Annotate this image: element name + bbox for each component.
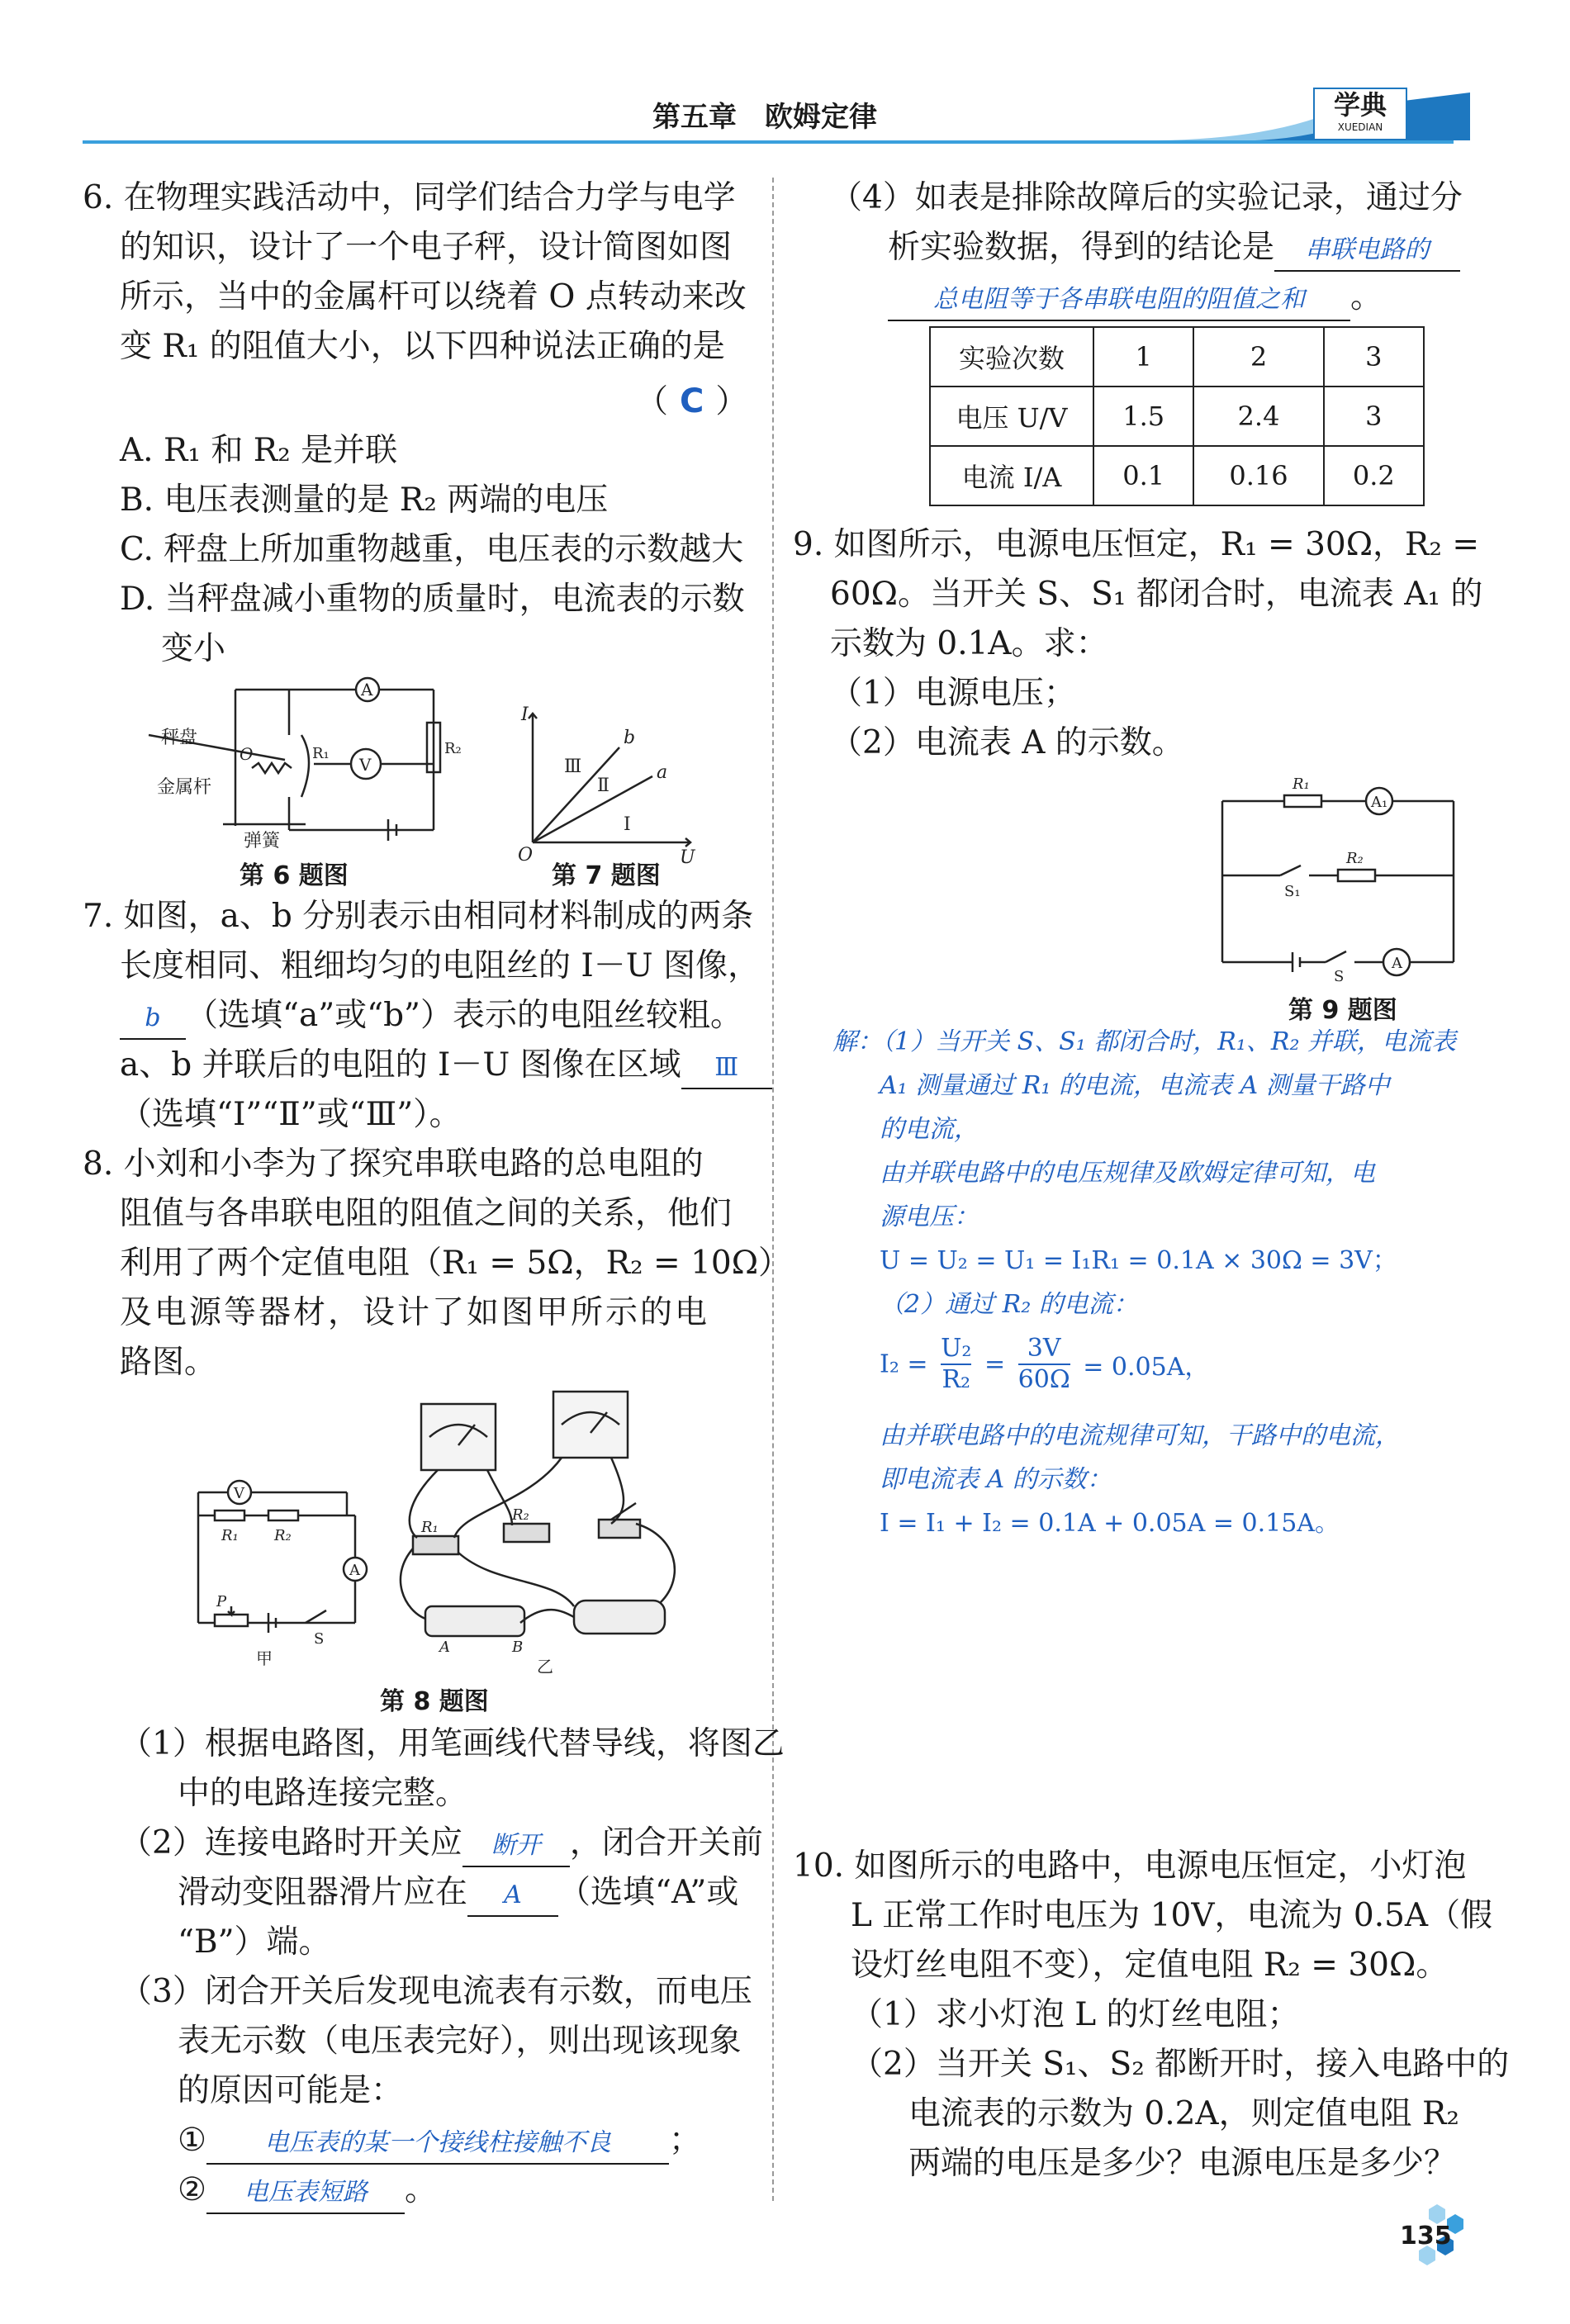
q8-part4-line2: 析实验数据，得到的结论是 串联电路的 (888, 223, 1460, 273)
fig7-region-3: Ⅲ (564, 756, 582, 777)
q7-line: （选填“Ⅰ”“Ⅱ”或“Ⅲ”）。 (120, 1096, 462, 1133)
q8-line: 阻值与各串联电阻的阻值之间的关系，他们 (120, 1195, 733, 1232)
fig7-label-a: a (657, 762, 668, 783)
q6-option: D. 当秤盘减小重物的质量时，电流表的示数 (120, 581, 745, 618)
fig7-label-b: b (624, 728, 636, 748)
table-cell: 2.4 (1193, 387, 1323, 446)
q8-part2-line2: 滑动变阻器滑片应在 A （选填“A”或 (178, 1868, 738, 1918)
fig9-label-s1: S₁ (1284, 883, 1301, 900)
fig6-label-r2: R₂ (444, 740, 462, 757)
fig6-label-r1: R₁ (312, 745, 330, 762)
frac-den: R₂ (942, 1365, 971, 1394)
q9-solution-line: 即电流表 A 的示数： (880, 1465, 1112, 1494)
table-cell: 电压 U/V (930, 387, 1093, 446)
q6-line: 所示，当中的金属杆可以绕着 O 点转动来改 (120, 278, 747, 315)
fig6-label-pan: 秤盘 (161, 728, 198, 748)
q8-part2-line3: “B”）端。 (178, 1923, 331, 1961)
q8-part4: （4）如表是排除故障后的实验记录，通过分 (830, 179, 1463, 216)
fig8-label-a: A (349, 1562, 360, 1579)
fig8-yi-a: A (439, 1639, 450, 1656)
q9-solution-line: 解：（1）当开关 S、S₁ 都闭合时，R₁、R₂ 并联，电流表 (832, 1027, 1457, 1056)
q8-part1: 中的电路连接完整。 (178, 1775, 468, 1812)
fig7-iu-graph (516, 702, 698, 868)
q10-line: 设灯丝电阻不变），定值电阻 R₂ = 30Ω。 (851, 1947, 1449, 1984)
q8-conclusion-2: 总电阻等于各串联电阻的阻值之和 (888, 280, 1350, 321)
fig8-label-p: P (216, 1593, 227, 1610)
table-header: 实验次数 (930, 327, 1093, 387)
table-cell: 电流 I/A (930, 446, 1093, 505)
page-number: 135 (1400, 2222, 1452, 2250)
q9-line: （2）电流表 A 的示数。 (830, 724, 1184, 761)
q8-answer-slider: A (467, 1876, 558, 1917)
table-cell: 0.2 (1324, 446, 1424, 505)
chapter-title: 第五章 欧姆定律 (652, 101, 877, 134)
table-header: 2 (1193, 327, 1323, 387)
q8-line: 利用了两个定值电阻（R₁ = 5Ω，R₂ = 10Ω） (120, 1245, 791, 1282)
q10-line: L 正常工作时电压为 10V，电流为 0.5A（假 (851, 1897, 1493, 1934)
q10-line: 10. 如图所示的电路中，电源电压恒定，小灯泡 (793, 1847, 1467, 1885)
table-header: 1 (1093, 327, 1193, 387)
fig8-label-s: S (314, 1630, 325, 1648)
q8-data-table (929, 326, 1425, 506)
q8-reason-1: ① 电压表的某一个接线柱接触不良 ； (178, 2116, 701, 2165)
table-cell: 0.16 (1193, 446, 1323, 505)
table-cell: 1.5 (1093, 387, 1193, 446)
q8-part1: （1）根据电路图，用笔画线代替导线，将图乙 (120, 1725, 785, 1762)
fig6-label-rod: 金属杆 (157, 777, 212, 798)
q6-answer: C (680, 382, 704, 420)
fig7-label-o: O (518, 845, 534, 866)
fig6-label-a: A (361, 680, 373, 700)
fig9-label-a1: A₁ (1371, 794, 1388, 811)
q8-part3: 表无示数（电压表完好），则出现该现象 (178, 2023, 742, 2060)
frac-num: U₂ (941, 1334, 971, 1365)
fig8-apparatus-yi (388, 1387, 702, 1677)
frac-den: 60Ω (1017, 1365, 1070, 1394)
q8-line: 8. 小刘和小李为了探究串联电路的总电阻的 (83, 1145, 704, 1183)
fig6-scale-circuit (140, 677, 462, 851)
q10-line: 电流表的示数为 0.2A，则定值电阻 R₂ (908, 2095, 1459, 2132)
q6-line: 的知识，设计了一个电子秤，设计简图如图 (120, 229, 733, 266)
q8-answer-switch: 断开 (462, 1826, 570, 1867)
q9-line: （1）电源电压； (830, 675, 1076, 712)
fig8-label-yi: 乙 (537, 1657, 553, 1677)
q6-line: 变 R₁ 的阻值大小，以下四种说法正确的是 (120, 328, 725, 365)
fig7-label-i: I (521, 704, 529, 725)
q8-part2-line1: （2）连接电路时开关应 断开 ，闭合开关前 (120, 1819, 763, 1868)
q8-line: 及电源等器材，设计了如图甲所示的电 (120, 1294, 710, 1331)
q7-answer-2: Ⅲ (681, 1048, 772, 1089)
q7-line: 7. 如图，a、b 分别表示由相同材料制成的两条 (83, 898, 754, 935)
q10-line: 两端的电压是多少？电源电压是多少？ (908, 2145, 1457, 2182)
fig8-label-jia: 甲 (256, 1648, 273, 1668)
q8-conclusion-1: 串联电路的 (1274, 230, 1460, 272)
fig8-yi-r2: R₂ (512, 1506, 529, 1524)
column-divider (772, 178, 774, 2201)
q8-part3: 的原因可能是： (178, 2072, 404, 2109)
fig9-label-r2: R₂ (1346, 850, 1364, 867)
q9-solution-line: 的电流， (880, 1115, 979, 1144)
q9-solution-line: 源电压： (880, 1202, 979, 1231)
table-row (930, 327, 1424, 387)
q8-reason-2: ② 电压表短路 。 (178, 2165, 437, 2215)
frac-num: 3V (1018, 1334, 1070, 1365)
fig7-region-2: Ⅱ (597, 775, 610, 796)
fig8-yi-b: B (512, 1639, 524, 1656)
fig7-label-u: U (680, 847, 695, 868)
q9-solution-line: 由并联电路中的电压规律及欧姆定律可知，电 (880, 1159, 1375, 1188)
q6-option: A. R₁ 和 R₂ 是并联 (120, 432, 398, 469)
fig8-caption: 第 8 题图 (380, 1687, 489, 1716)
q9-line: 60Ω。当开关 S、S₁ 都闭合时，电流表 A₁ 的 (830, 576, 1483, 613)
q8-part4-line3: 总电阻等于各串联电阻的阻值之和 。 (888, 273, 1383, 322)
fig6-label-o: O (240, 744, 254, 764)
fig6-label-v: V (359, 755, 372, 775)
q9-solution-line: 由并联电路中的电流规律可知，干路中的电流， (880, 1421, 1400, 1450)
fig9-label-a: A (1392, 955, 1402, 972)
fig8-label-r1: R₁ (221, 1527, 239, 1544)
table-cell: 3 (1324, 387, 1424, 446)
q7-line: 长度相同、粗细均匀的电阻丝的 I－U 图像， (120, 947, 761, 984)
fig8-yi-r1: R₁ (421, 1519, 439, 1536)
q7-line3: b （选填“a”或“b”）表示的电阻丝较粗。 (120, 991, 742, 1041)
q9-line: 示数为 0.1A。求： (830, 625, 1108, 662)
logo-sub: XUEDIAN (1337, 121, 1383, 133)
q10-line: （2）当开关 S₁、S₂ 都断开时，接入电路中的 (851, 2046, 1510, 2083)
fig6-caption: 第 6 题图 (240, 861, 349, 890)
q8-part3: （3）闭合开关后发现电流表有示数，而电压 (120, 1973, 752, 2010)
table-cell: 0.1 (1093, 446, 1193, 505)
q6-option: C. 秤盘上所加重物越重，电压表的示数越大 (120, 531, 744, 568)
logo-box (1313, 88, 1407, 140)
q9-line: 9. 如图所示，电源电压恒定，R₁ = 30Ω，R₂ = (793, 526, 1480, 563)
table-row (930, 446, 1424, 505)
fig7-region-1: Ⅰ (624, 814, 631, 835)
q10-line: （1）求小灯泡 L 的灯丝电阻； (851, 1996, 1300, 2033)
fig8-label-r2: R₂ (274, 1527, 292, 1544)
q9-solution-line: U = U₂ = U₁ = I₁R₁ = 0.1A × 30Ω = 3V； (880, 1246, 1397, 1275)
fig8-label-v: V (234, 1485, 244, 1502)
q7-answer-1: b (120, 998, 186, 1040)
fig9-caption: 第 9 题图 (1288, 996, 1397, 1025)
q9-solution-line: I = I₁ + I₂ = 0.1A + 0.05A = 0.15A。 (880, 1509, 1340, 1538)
q8-line: 路图。 (120, 1344, 217, 1381)
q9-solution-line: A₁ 测量通过 R₁ 的电流，电流表 A 测量干路中 (880, 1071, 1390, 1100)
fig6-label-spring: 弹簧 (244, 831, 281, 851)
table-row (930, 387, 1424, 446)
fig9-circuit (1214, 768, 1462, 983)
q6-line: 6. 在物理实践活动中，同学们结合力学与电学 (83, 179, 736, 216)
q8-reason-2-answer: 电压表短路 (206, 2173, 405, 2214)
q9-solution-line: （2）通过 R₂ 的电流： (880, 1290, 1138, 1319)
fig7-caption: 第 7 题图 (552, 861, 661, 890)
q6-option: B. 电压表测量的是 R₂ 两端的电压 (120, 481, 609, 519)
fig9-label-r1: R₁ (1293, 775, 1310, 793)
q9-fraction-eq: I₂ = $\frac{\text{U₂}}{\text{R₂}}$ = $\frac{3V}{60\Omega}$ = 0.05A， (880, 1334, 1210, 1394)
q7-line4: a、b 并联后的电阻的 I－U 图像在区域 Ⅲ (120, 1041, 772, 1090)
table-header: 3 (1324, 327, 1424, 387)
logo: 学典 (1333, 89, 1387, 121)
fig8-circuit-jia (190, 1474, 372, 1672)
q8-reason-1-answer: 电压表的某一个接线柱接触不良 (206, 2123, 669, 2165)
q6-option: 变小 (161, 630, 226, 667)
q6-answer-paren: （ C ） (636, 382, 748, 420)
fig9-label-s: S (1334, 968, 1345, 985)
